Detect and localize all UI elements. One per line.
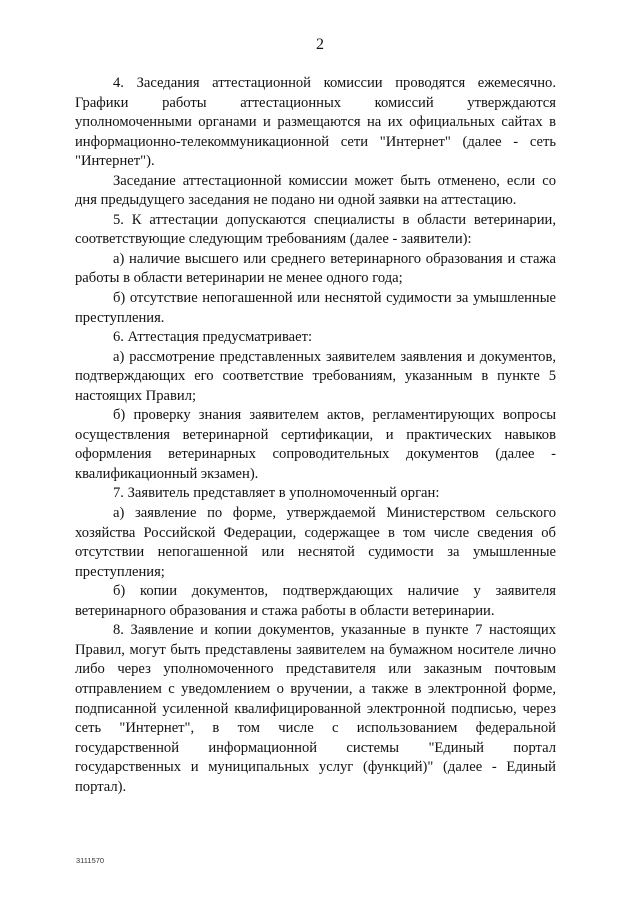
paragraph-6a: а) рассмотрение представленных заявителем заявления и документов, подтверждающих его соответствие требованиям, указанным в пункте 5 настоящих Правил;: [75, 348, 556, 404]
paragraph-5a: а) наличие высшего или среднего ветеринарного образования и стажа работы в области ветеринарии не менее одного года;: [75, 250, 556, 287]
document-body: [75, 74, 556, 797]
page-number: 2: [316, 36, 324, 53]
paragraph-6b: б) проверку знания заявителем актов, регламентирующих вопросы осуществления ветеринарной сертификации, и практических навыков оформления ветеринарных сопроводительных документов (далее - квалификационный экзамен).: [75, 407, 556, 482]
paragraph-5: 5. К аттестации допускаются специалисты в области ветеринарии, соответствующие следующим требованиям (далее - заявители):: [75, 211, 556, 248]
paragraph-7b: б) копии документов, подтверждающих наличие у заявителя ветеринарного образования и стажа работы в области ветеринарии.: [75, 583, 556, 619]
paragraph-5b: б) отсутствие непогашенной или неснятой судимости за умышленные преступления.: [75, 290, 556, 326]
paragraph-4: 4. Заседания аттестационной комиссии проводятся ежемесячно. Графики работы аттестационных комиссий утверждаются уполномоченными органами и размещаются на их официальных сайтах в информационно-телекоммуникационной сети "Интернет" (далее - сеть "Интернет").: [75, 75, 556, 170]
paragraph-4-note: Заседание аттестационной комиссии может быть отменено, если со дня предыдущего заседания не подано ни одной заявки на аттестацию.: [75, 172, 556, 209]
paragraph-7: 7. Заявитель представляет в уполномоченный орган:: [113, 485, 440, 502]
document-code: 3111570: [76, 856, 105, 865]
paragraph-6: 6. Аттестация предусматривает:: [113, 329, 313, 346]
paragraph-7a: а) заявление по форме, утверждаемой Министерством сельского хозяйства Российской Федерации, содержащее в том числе сведения об отсутствии непогашенной или неснятой судимости за умышленные преступления;: [75, 505, 556, 580]
paragraph-8: 8. Заявление и копии документов, указанные в пункте 7 настоящих Правил, могут быть представлены заявителем на бумажном носителе лично либо через уполномоченного представителя или заказным почтовым отправлением с уведомлением о вручении, а также в электронной форме, подписанной усиленной квалифицированной электронной подписью, через сеть "Интернет", в том числе с использованием федеральной государственной информационной системы "Единый портал государственных и муниципальных услуг (функций)" (далее - Единый портал).: [75, 622, 556, 795]
